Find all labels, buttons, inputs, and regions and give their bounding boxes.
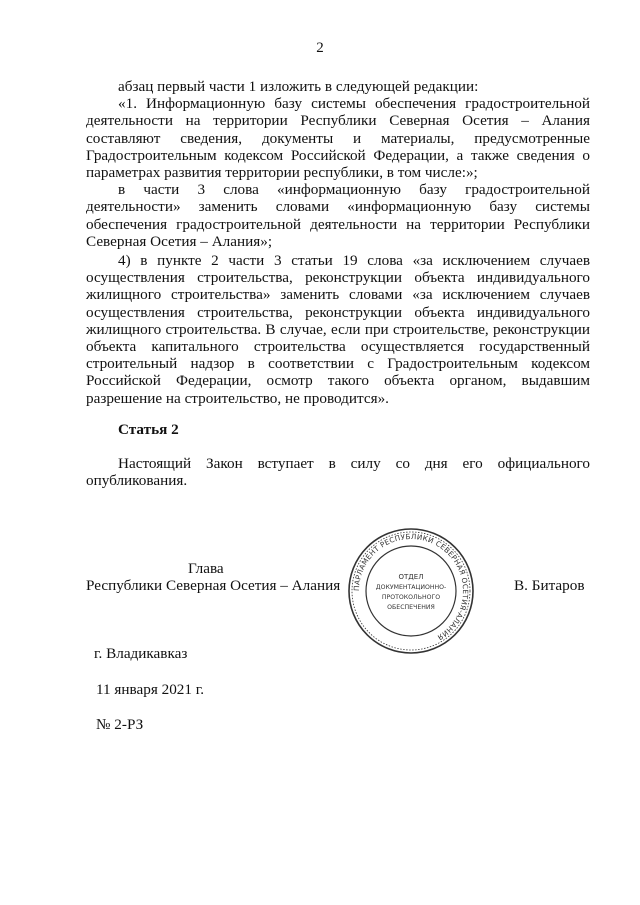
signatory-title: Глава [188, 560, 224, 577]
seal-center-line-4: ОБЕСПЕЧЕНИЯ [387, 604, 435, 611]
page-number: 2 [316, 40, 324, 56]
paragraph-entry-into-force: Настоящий Закон вступает в силу со дня его официального опубликования. [86, 455, 590, 490]
paragraph-part-3: в части 3 слова «информационную базу градостроительной деятельности» заменить словами «информационную базу системы обеспечения градостроительной деятельности на территории Республики Северная Осетия – Алания»; [86, 181, 590, 250]
official-seal [347, 527, 475, 655]
article-title: Статья 2 [118, 421, 179, 438]
paragraph-item-4: 4) в пункте 2 части 3 статьи 19 слова «за исключением случаев осуществления строительства, реконструкции объекта индивидуального жилищного строительства» заменить словами «за исключением случаев осуществления строительства, реконструкции объекта индивидуального жилищного строительства. В случае, если при строительстве, реконструкции объекта капитального строительства осуществляется государственный строительный надзор в соответствии с Градостроительным кодексом Российской Федерации, осмотр такого объекта органом, выдавшим разрешение на строительство, не проводится». [86, 252, 590, 407]
seal-center-line-1: ОТДЕЛ [398, 573, 424, 581]
seal-outer-text: ПАРЛАМЕНТ РЕСПУБЛИКИ СЕВЕРНАЯ ОСЕТИЯ-АЛАНИЯ [351, 531, 471, 643]
amendment-4-block [86, 252, 590, 407]
signing-date: 11 января 2021 г. [96, 681, 205, 698]
seal-center-line-2: ДОКУМЕНТАЦИОННО- [375, 584, 447, 591]
paragraph-new-wording: «1. Информационную базу системы обеспечения градостроительной деятельности на территории Республики Северная Осетия – Алания составляют сведения, документы и материалы, предусмотренные Градостроительным кодексом Российской Федерации, а также сведения о параметрах развития территории республики, в том числе:»; [86, 95, 590, 182]
paragraph-intro: абзац первый части 1 изложить в следующей редакции: [118, 78, 479, 95]
signatory-republic: Республики Северная Осетия – Алания [86, 577, 341, 594]
signatory-name: В. Битаров [514, 577, 585, 594]
law-number: № 2-РЗ [96, 716, 144, 733]
seal-center-line-3: ПРОТОКОЛЬНОГО [381, 594, 441, 601]
amendments-block [86, 78, 590, 250]
place-of-signing: г. Владикавказ [94, 645, 188, 662]
article-2-block [86, 455, 590, 489]
